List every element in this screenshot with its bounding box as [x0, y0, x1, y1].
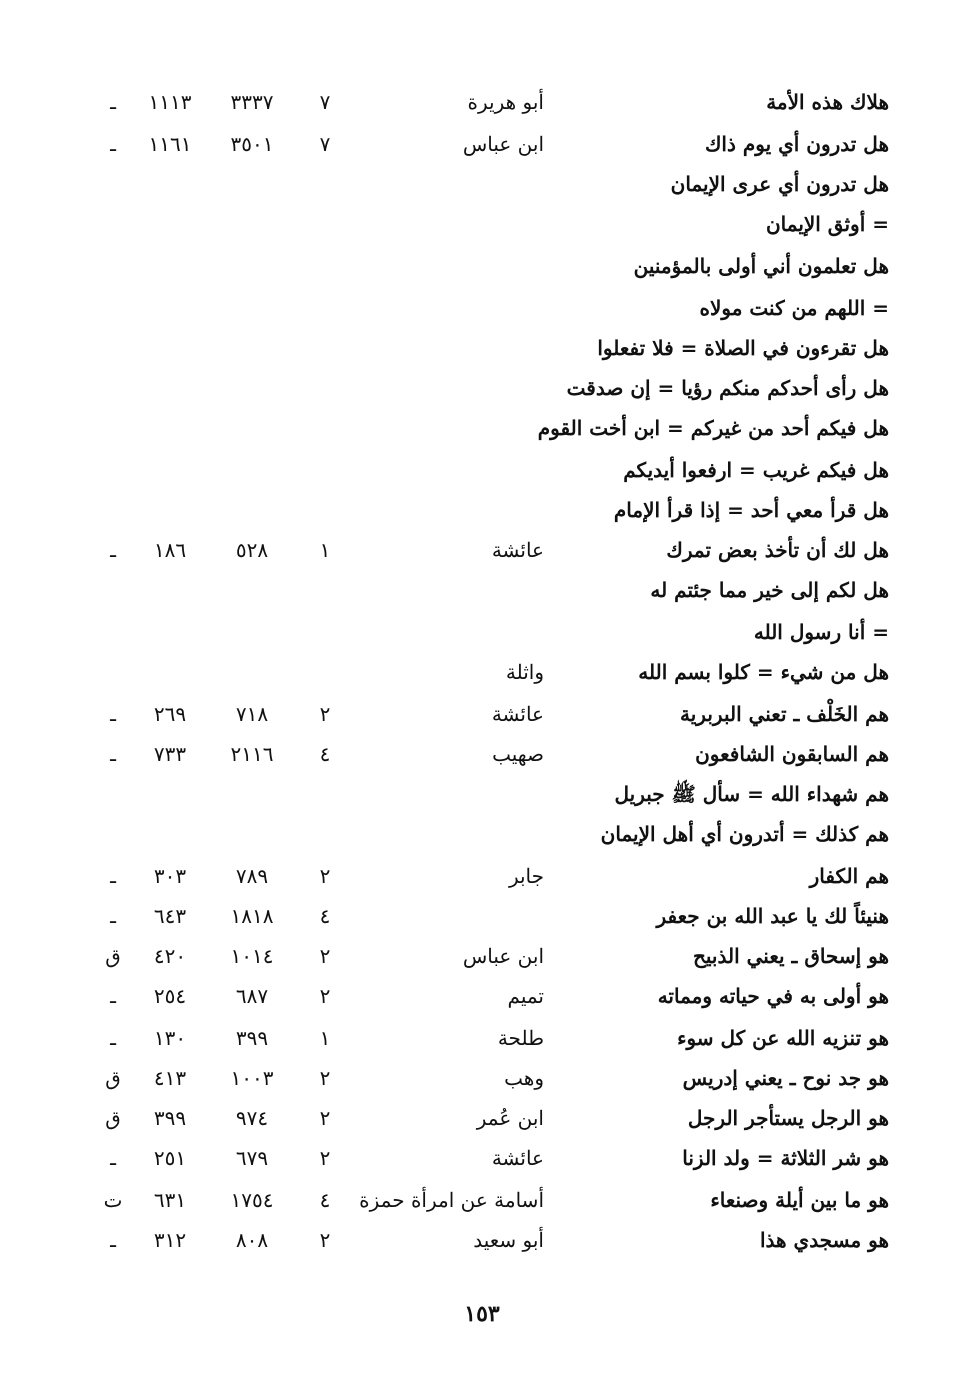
hadith-number: ٣٣٣٧	[230, 90, 274, 114]
page-reference: ٢٦٩	[153, 702, 187, 726]
hadith-number: ٣٩٩	[235, 1026, 269, 1050]
entry-text: هل لكم إلى خير مما جئتم له	[650, 578, 889, 602]
volume-number: ٤	[319, 1188, 331, 1212]
narrator: تميم	[507, 984, 544, 1008]
page-reference: ١١٦١	[148, 132, 192, 156]
index-row	[0, 1018, 964, 1058]
entry-text: = اللهم من كنت مولاه	[699, 296, 889, 320]
page-reference: ١٣٠	[153, 1026, 187, 1050]
entry-text: هل من شيء = كلوا بسم الله	[638, 660, 889, 684]
volume-number: ٢	[319, 1106, 331, 1130]
source-mark: ق	[105, 1066, 121, 1090]
page-reference: ٣١٢	[153, 1228, 187, 1252]
narrator: ابن عباس	[462, 944, 544, 968]
source-mark: ـ	[110, 538, 116, 562]
page-reference: ١١١٣	[148, 90, 192, 114]
source-mark: ـ	[110, 132, 116, 156]
index-row	[0, 328, 964, 368]
index-row	[0, 450, 964, 490]
hadith-number: ٢١١٦	[230, 742, 274, 766]
entry-text: هل تعلمون أني أولى بالمؤمنين	[633, 254, 889, 278]
page-number: ١٥٣	[464, 1301, 500, 1327]
entry-text: هم الخَلْف ـ تعني البربرية	[680, 702, 889, 726]
entry-text: هو الرجل يستأجر الرجل	[687, 1106, 889, 1130]
source-mark: ـ	[110, 1146, 116, 1170]
hadith-number: ٨٠٨	[235, 1228, 269, 1252]
index-row	[0, 124, 964, 164]
entry-text: هل رأى أحدكم منكم رؤيا = إن صدقت	[566, 376, 889, 400]
entry-text: = أوثق الإيمان	[765, 212, 889, 236]
entry-text: هو شر الثلاثة = ولد الزنا	[682, 1146, 889, 1170]
index-row	[0, 1138, 964, 1178]
entry-text: هم الكفار	[809, 864, 889, 888]
narrator: جابر	[508, 864, 544, 888]
source-mark: ـ	[110, 984, 116, 1008]
hadith-number: ١٧٥٤	[230, 1188, 274, 1212]
index-row	[0, 82, 964, 122]
entry-text: هو إسحاق ـ يعني الذبيح	[692, 944, 889, 968]
hadith-number: ٦٧٩	[235, 1146, 269, 1170]
index-row	[0, 814, 964, 854]
entry-text: هلاك هذه الأمة	[766, 90, 889, 114]
index-row	[0, 976, 964, 1016]
page-reference: ٧٣٣	[153, 742, 187, 766]
volume-number: ٧	[319, 90, 331, 114]
hadith-number: ٣٥٠١	[230, 132, 274, 156]
narrator: ابن عباس	[462, 132, 544, 156]
entry-text: هم كذلك = أتدرون أي أهل الإيمان	[600, 822, 889, 846]
volume-number: ١	[319, 538, 331, 562]
volume-number: ٢	[319, 1066, 331, 1090]
volume-number: ٢	[319, 702, 331, 726]
hadith-number: ٧١٨	[235, 702, 269, 726]
index-row	[0, 896, 964, 936]
index-row	[0, 694, 964, 734]
entry-text: هنيئاً لك يا عبد الله بن جعفر	[656, 904, 889, 928]
index-row	[0, 490, 964, 530]
narrator: عائشة	[491, 702, 544, 726]
index-row	[0, 856, 964, 896]
source-mark: ـ	[110, 702, 116, 726]
volume-number: ٢	[319, 944, 331, 968]
index-row	[0, 288, 964, 328]
entry-text: هو ما بين أيلة وصنعاء	[710, 1188, 889, 1212]
entry-text: هل تدرون أي يوم ذاك	[704, 132, 889, 156]
hadith-number: ١٠٠٣	[230, 1066, 274, 1090]
index-row	[0, 1220, 964, 1260]
index-row	[0, 570, 964, 610]
source-mark: ـ	[110, 1228, 116, 1252]
source-mark: ـ	[110, 864, 116, 888]
index-row	[0, 774, 964, 814]
source-mark: ق	[105, 1106, 121, 1130]
index-row	[0, 936, 964, 976]
entry-text: هل تقرءون في الصلاة = فلا تفعلوا	[597, 336, 889, 360]
volume-number: ٧	[319, 132, 331, 156]
page-reference: ٣٩٩	[153, 1106, 187, 1130]
narrator: طلحة	[497, 1026, 544, 1050]
page-reference: ٢٥٤	[153, 984, 187, 1008]
volume-number: ٤	[319, 904, 331, 928]
page-reference: ٢٥١	[153, 1146, 187, 1170]
index-row	[0, 1098, 964, 1138]
hadith-number: ٦٨٧	[235, 984, 269, 1008]
entry-text: هل قرأ معي أحد = إذا قرأ الإمام	[613, 498, 889, 522]
entry-text: = أنا رسول الله	[753, 620, 889, 644]
volume-number: ٤	[319, 742, 331, 766]
entry-text: هم السابقون الشافعون	[695, 742, 889, 766]
volume-number: ٢	[319, 864, 331, 888]
narrator: صهيب	[492, 742, 544, 766]
entry-text: هو جد نوح ـ يعني إدريس	[682, 1066, 889, 1090]
hadith-number: ١٨١٨	[230, 904, 274, 928]
hadith-number: ٩٧٤	[235, 1106, 269, 1130]
entry-text: هو مسجدي هذا	[759, 1228, 889, 1252]
narrator: عائشة	[491, 1146, 544, 1170]
hadith-number: ٥٢٨	[235, 538, 269, 562]
index-row	[0, 246, 964, 286]
source-mark: ـ	[110, 1026, 116, 1050]
entry-text: هو تنزيه الله عن كل سوء	[677, 1026, 889, 1050]
index-row	[0, 204, 964, 244]
entry-text: هو أولى به في حياته ومماته	[657, 984, 889, 1008]
page-reference: ٣٠٣	[153, 864, 187, 888]
narrator: وهب	[504, 1066, 544, 1090]
narrator: أبو هريرة	[467, 90, 544, 114]
source-mark: ـ	[110, 90, 116, 114]
hadith-number: ٧٨٩	[235, 864, 269, 888]
page-reference: ٦٤٣	[153, 904, 187, 928]
page-reference: ٦٣١	[153, 1188, 187, 1212]
index-row	[0, 1180, 964, 1220]
index-row	[0, 530, 964, 570]
page-reference: ٤١٣	[153, 1066, 187, 1090]
volume-number: ٢	[319, 1228, 331, 1252]
volume-number: ٢	[319, 984, 331, 1008]
index-row	[0, 652, 964, 692]
entry-text: هم شهداء الله = سأل ﷺ جبريل	[614, 782, 889, 806]
index-row	[0, 164, 964, 204]
index-row	[0, 612, 964, 652]
source-mark: ق	[105, 944, 121, 968]
volume-number: ٢	[319, 1146, 331, 1170]
page-reference: ٤٢٠	[153, 944, 187, 968]
page-reference: ١٨٦	[153, 538, 187, 562]
hadith-number: ١٠١٤	[230, 944, 274, 968]
entry-text: هل فيكم غريب = ارفعوا أيديكم	[623, 458, 889, 482]
index-row	[0, 1058, 964, 1098]
index-row	[0, 408, 964, 448]
narrator: ابن عُمر	[476, 1106, 544, 1130]
index-row	[0, 734, 964, 774]
narrator: واثلة	[505, 660, 544, 684]
entry-text: هل تدرون أي عرى الإيمان	[670, 172, 889, 196]
source-mark: ـ	[110, 904, 116, 928]
narrator: أسامة عن امرأة حمزة	[359, 1188, 544, 1212]
entry-text: هل لك أن تأخذ بعض تمرك	[666, 538, 889, 562]
index-row	[0, 368, 964, 408]
source-mark: ـ	[110, 742, 116, 766]
narrator: عائشة	[491, 538, 544, 562]
source-mark: ت	[103, 1188, 123, 1212]
entry-text: هل فيكم أحد من غيركم = ابن أخت القوم	[537, 416, 889, 440]
volume-number: ١	[319, 1026, 331, 1050]
narrator: أبو سعيد	[473, 1228, 544, 1252]
